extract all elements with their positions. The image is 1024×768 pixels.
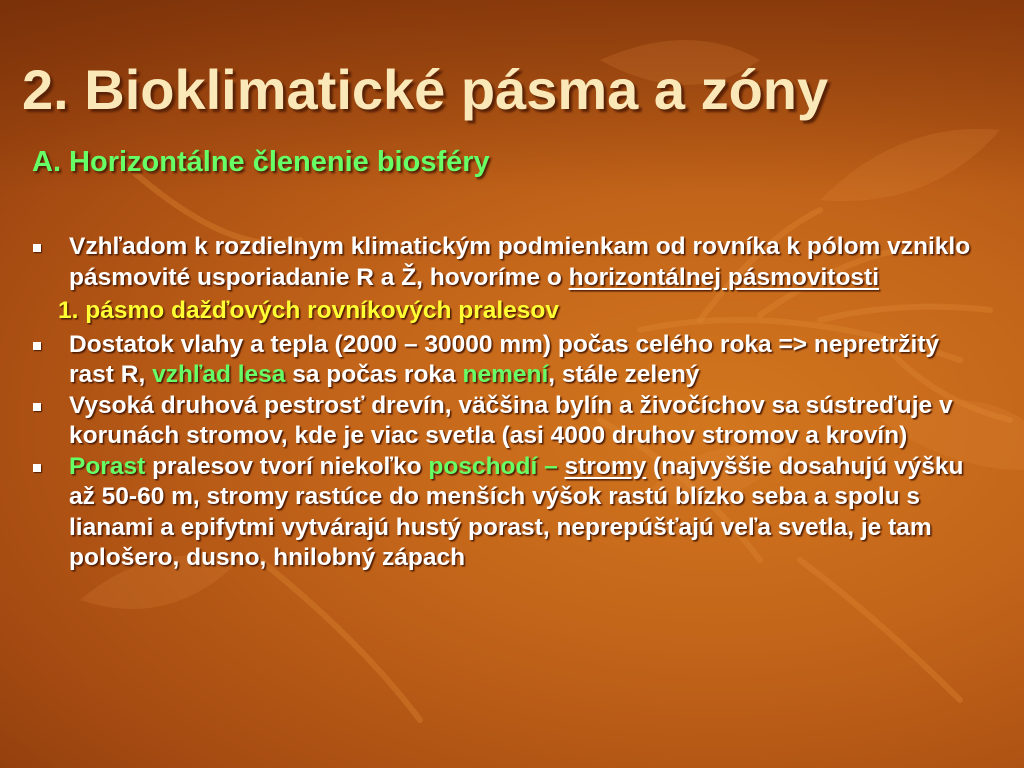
square-bullet-icon [33, 244, 41, 252]
bullet-4-text-a: pralesov tvorí niekoľko [145, 452, 429, 480]
bullet-item-2 [0, 330, 1024, 391]
slide-content [0, 232, 1024, 574]
square-bullet-icon [33, 403, 41, 411]
section-heading-text: pásmo dažďových rovníkových pralesov [85, 297, 560, 324]
bullet-1-underlined-term: horizontálnej pásmovitosti [568, 263, 880, 291]
section-heading-1 [0, 296, 1024, 327]
bullet-item-3 [0, 391, 1024, 452]
square-bullet-icon [33, 342, 41, 350]
bullet-2-highlight-1: vzhľad lesa [152, 361, 286, 388]
bullet-item-4 [0, 452, 1024, 574]
bullet-4-highlight-2: poschodí [428, 452, 538, 480]
bullet-4-dash: – [537, 452, 565, 480]
bullet-2-text-c: , stále zelený [548, 361, 700, 388]
section-heading-number: 1. [58, 297, 86, 324]
bullet-item-1 [0, 232, 1024, 293]
bullet-2-text-b: sa počas roka [285, 361, 463, 388]
bullet-4-highlight-1: Porast [69, 452, 146, 480]
bullet-3-text: Vysoká druhová pestrosť drevín, väčšina bylín a živočíchov sa sústreďuje v korunách stromov, kde je viac svetla (asi 4000 druhov stromov a krovín) [69, 391, 953, 449]
bullet-4-text-c: (najvyššie dosahujú výšku až 50-60 m, stromy rastúce do menších výšok rastú blízko seba a spolu s lianami a epifytmi vytvárajú hustý porast, neprepúšťajú veľa svetla, je tam pološero, dusno, hnilobný zápach [69, 452, 964, 571]
bullet-2-highlight-2: nemení [462, 361, 549, 388]
bullet-2-text-a: Dostatok vlahy a tepla (2000 – 30000 mm) počas celého roka => nepretržitý rast R, [69, 330, 940, 388]
bullet-4-underlined-term: stromy [564, 452, 647, 480]
bullet-1-text: Vzhľadom k rozdielnym klimatickým podmienkam od rovníka k pólom vzniklo pásmovité usporiadanie R a Ž, hovoríme o [69, 233, 971, 291]
slide-subtitle: A. Horizontálne členenie biosféry [32, 146, 490, 178]
slide-title: 2. Bioklimatické pásma a zóny [22, 58, 829, 121]
square-bullet-icon [33, 464, 41, 472]
